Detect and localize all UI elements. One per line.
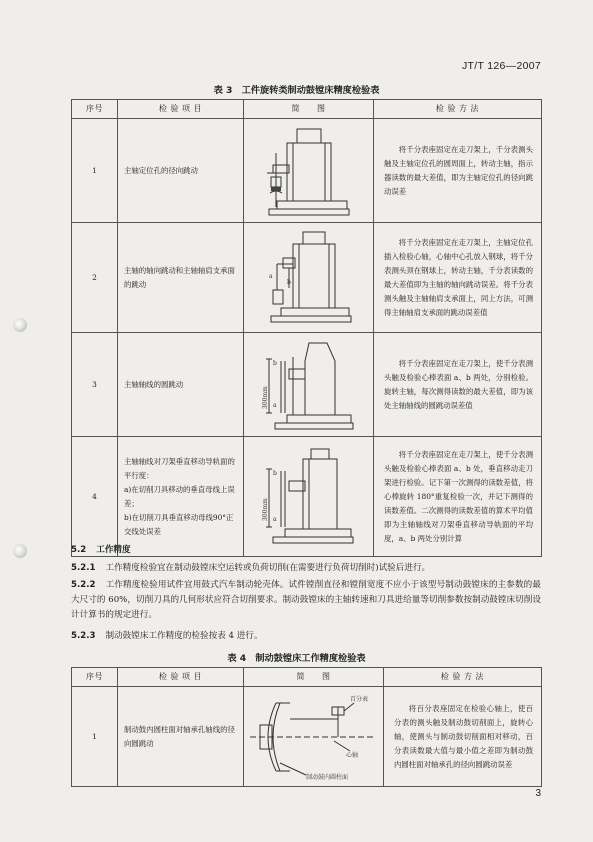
paragraph <box>71 629 541 644</box>
figure-label: 制动鼓内圆柱面 <box>305 773 348 781</box>
col-header-no: 序号 <box>72 100 118 119</box>
table4 <box>71 667 542 787</box>
figure-cell <box>244 223 374 333</box>
table-header-row <box>72 668 542 687</box>
lathe-diagram-2 <box>263 228 355 328</box>
table-row <box>72 119 542 223</box>
figure-label: b <box>272 359 277 367</box>
figure-label: a <box>272 401 277 409</box>
table-row <box>72 333 542 437</box>
method-text: 将千分表座固定在走刀架上，使千分表测头触及检验心棒表面 a、b 两处，分别检验。旋转主轴，每次测得读数的最大差值，即为该处主轴轴线的圆跳动误差值 <box>374 333 542 437</box>
figure-cell <box>244 687 384 787</box>
method-text: 将千分表座固定在走刀架上，主轴定位孔插入检验心轴，心轴中心孔放入钢球，将千分表测头顶在钢球上，转动主轴，千分表读数的最大差值即为主轴的轴向跳动误差。将千分表测头触及主轴轴肩支承面上，同上方法，可测得主轴轴肩支承面的跳动误差值 <box>374 223 542 333</box>
figure-cell <box>244 333 374 437</box>
col-header-figure: 简 图 <box>244 100 374 119</box>
item-text: 主轴的轴向跳动和主轴轴肩支承面的跳动 <box>124 265 235 289</box>
row-number: 1 <box>72 687 118 787</box>
paragraph-text: 制动鼓镗床工作精度的检验按表 4 进行。 <box>105 631 263 641</box>
table-row <box>72 687 542 787</box>
figure-cell <box>244 119 374 223</box>
standard-id: JT/T 126—2007 <box>462 60 541 72</box>
method-text: 将百分表座固定在检验心轴上，使百分表的测头触及制动鼓切削面上，旋转心轴，使测头与制动鼓切削面相对移动，百分表读数最大值与最小值之差即为制动鼓内圆柱面对轴承孔的径向圆跳动误差 <box>384 687 542 787</box>
figure-label: 心轴 <box>345 751 358 759</box>
figure-label: 百分表 <box>349 695 368 703</box>
row-number: 4 <box>72 437 118 557</box>
figure-label: a <box>268 272 273 280</box>
row-number: 3 <box>72 333 118 437</box>
paragraph-text: 工作精度检验宜在制动鼓镗床空运转或负荷切削(在需要进行负荷切削时)试验后进行。 <box>105 563 431 573</box>
item-text: a)在切削刀具移动的垂直母线上误差； <box>124 484 235 508</box>
col-header-item: 检 验 项 目 <box>118 100 244 119</box>
paragraph <box>71 561 541 576</box>
row-number: 1 <box>72 119 118 223</box>
section-number: 5.2.2 <box>71 580 96 590</box>
table-row <box>72 437 542 557</box>
col-header-method: 检 验 方 法 <box>384 668 542 687</box>
col-header-method: 检 验 方 法 <box>374 100 542 119</box>
binder-hole <box>13 544 27 558</box>
table3 <box>71 99 542 557</box>
lathe-diagram-4 <box>261 445 357 549</box>
item-text: b)在切削刀具垂直移动母线90°正交线处误差 <box>124 512 234 536</box>
figure-label: b <box>272 469 277 477</box>
figure-label: b <box>286 278 291 286</box>
lathe-diagram-1 <box>263 123 355 219</box>
table4-caption: 表 4 制动鼓镗床工作精度检验表 <box>227 653 366 664</box>
paragraph <box>71 578 541 623</box>
figure-label: a <box>272 515 277 523</box>
table-header-row <box>72 100 542 119</box>
figure-cell <box>244 437 374 557</box>
table-row <box>72 223 542 333</box>
page-number: 3 <box>535 788 541 799</box>
lathe-diagram-3 <box>261 337 357 433</box>
item-text: 主轴轴线的圆跳动 <box>124 379 184 389</box>
col-header-no: 序号 <box>72 668 118 687</box>
item-text: 主轴定位孔的径向跳动 <box>124 165 198 175</box>
figure-label: 300mm <box>261 385 269 409</box>
col-header-figure: 简 图 <box>244 668 384 687</box>
table3-caption: 表 3 工件旋转类制动鼓镗床精度检验表 <box>213 85 380 96</box>
section-title: 工作精度 <box>96 545 131 555</box>
paragraph-text: 工作精度检验用试件宜用鼓式汽车制动轮壳体。试件镗削直径和镗削宽度不应小于该型号制动鼓镗床的主参数的最大尺寸的 60%，切削刀具的几何形状应符合切削要求。制动鼓镗床的主轴转速和刀具进给量等切削参数按制动鼓镗床切削设计计算书的规定进行。 <box>71 580 541 620</box>
item-text: 制动鼓内圆柱面对轴承孔轴线的径向圆跳动 <box>124 724 235 748</box>
binder-hole <box>13 318 27 332</box>
method-text: 将千分表座固定在走刀架上，使千分表测头触及检验心棒表面 a、b 处，垂直移动走刀架进行检验。记下第一次测得的读数差值，将心棒旋转 180°重复检验一次，并记下测得的读数差值。二次测得的读数差值的算术平均值即为主轴轴线对刀架垂直移动导轨面的平均度，a、b 两处分别计算 <box>374 437 542 557</box>
method-text: 将千分表座固定在走刀架上，千分表测头触及主轴定位孔的圆周面上，转动主轴，指示器读数的最大差值，即为主轴定位孔的径向跳动误差 <box>374 119 542 223</box>
brake-drum-diagram <box>246 689 382 785</box>
section-number: 5.2 <box>71 545 87 555</box>
row-number: 2 <box>72 223 118 333</box>
section-number: 5.2.1 <box>71 563 96 573</box>
figure-label: 300mm <box>261 497 269 521</box>
col-header-item: 检 验 项 目 <box>118 668 244 687</box>
section-number: 5.2.3 <box>71 631 96 641</box>
item-text: 主轴轴线对刀架垂直移动导轨面的平行度： <box>124 456 235 480</box>
section-heading <box>71 543 541 558</box>
